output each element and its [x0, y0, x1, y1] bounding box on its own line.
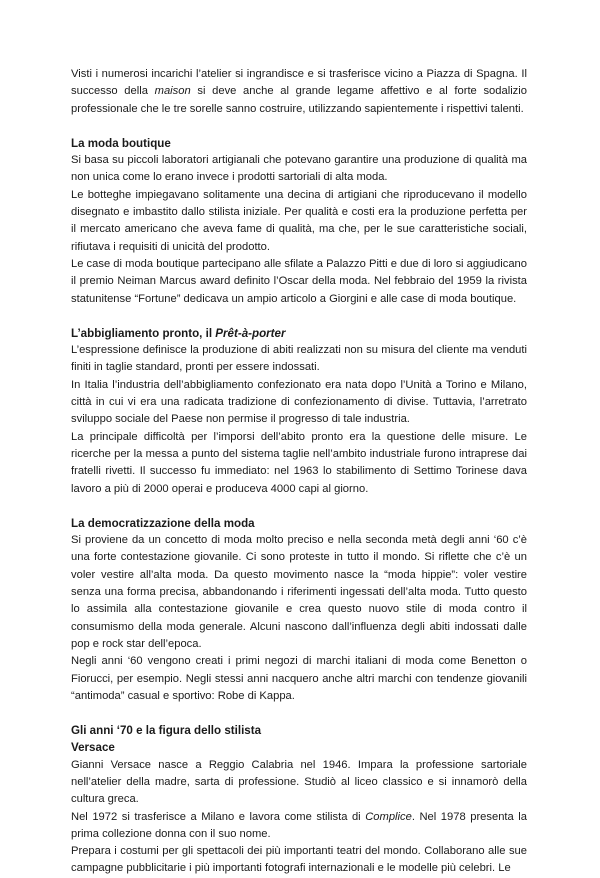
section-heading-text: La democratizzazione della moda — [71, 516, 255, 530]
text-run: In Italia l’industria dell’abbigliamento confezionato era nata dopo l’Unità a Torino e Milano, città in cui vi era una radicata tradizione di confezionamento di divise. Tuttavia, l’arretrato sviluppo sociale del Paese non permise il progresso di tale industria. — [71, 378, 527, 426]
paragraph — [71, 256, 527, 308]
section-spacer — [71, 118, 527, 135]
italic-text: Complice — [365, 810, 412, 823]
paragraph — [71, 342, 527, 377]
text-run: . Nel 1978 presenta la prima collezione donna con il suo nome. — [71, 810, 527, 840]
text-run: La principale difficoltà per l’imporsi dell’abito pronto era la questione delle misure. Le ricerche per la messa a punto del sistema taglie nell’ambito industriale furono intraprese dai fratelli rivetti. Il successo fu immediato: nel 1963 lo stabilimento di Settimo Torinese dava lavoro a più di 2000 operai e produceva 4000 capi al giorno. — [71, 430, 527, 495]
text-run: si deve anche al grande legame affettivo e al forte sodalizio professionale che le tre sorelle sanno costruire, utilizzando sapientemente i rispettivi talenti. — [71, 85, 527, 115]
text-run: Le case di moda boutique partecipano alle sfilate a Palazzo Pitti e due di loro si aggiudicano il premio Neiman Marcus award definito l’Oscar della moda. Nel febbraio del 1959 la rivista statunitense “Fortune” dedicava un ampio articolo a Giorgini e alle case di moda boutique. — [71, 257, 527, 305]
document-page — [71, 66, 527, 878]
text-run: Gianni Versace nasce a Reggio Calabria nel 1946. Impara la professione sartoriale nell’atelier della madre, sarta di professione. Studiò al liceo classico e si innamorò della cultura greca. — [71, 758, 527, 806]
paragraph — [71, 187, 527, 256]
section-heading — [71, 515, 527, 532]
text-run: Si proviene da un concetto di moda molto preciso e nella seconda metà degli anni ‘60 c’è una forte contestazione giovanile. Ci sono proteste in tutto il mondo. Si riflette che c’è un voler vestire all’alta moda. Da questo movimento nasce la “moda hippie”: voler vestire senza una forma precisa, abbandonando i riferimenti ingessati dell’alta moda. Tutto questo lo assimila alla contestazione giovanile e crea questo nuovo stile di moda contro il consumismo della moda generale. Alcuni nascono dall’influenza degli abiti indossati dalle pop e rock star dell’epoca. — [71, 534, 527, 650]
paragraph — [71, 152, 527, 187]
text-run: Visti i numerosi incarichi l’atelier si ingrandisce e si trasferisce vicino a Piazza di Spagna. Il successo della — [71, 68, 527, 98]
text-run: Si basa su piccoli laboratori artigianali che potevano garantire una produzione di qualità ma non unica come lo erano invece i prodotti sartoriali di alta moda. — [71, 154, 527, 184]
paragraph — [71, 429, 527, 498]
section-subheading: Versace — [71, 741, 115, 755]
text-run: Le botteghe impiegavano solitamente una decina di artigiani che riproducevano il modello disegnato e imbastito dallo stilista iniziale. Per qualità e costi era la produzione perfetta per il mercato americano che aveva fame di qualità, ma che, per le sue caratteristiche sociali, rifiutava i requisiti di unicità del prodotto. — [71, 188, 527, 253]
section-heading-text: L’abbigliamento pronto, il — [71, 326, 216, 340]
paragraph — [71, 843, 527, 878]
section-heading — [71, 135, 527, 152]
section-spacer — [71, 308, 527, 325]
section-spacer — [71, 498, 527, 515]
text-run: Nel 1972 si trasferisce a Milano e lavora come stilista di — [71, 810, 366, 823]
section-heading — [71, 722, 527, 739]
paragraph — [71, 377, 527, 429]
paragraph — [71, 532, 527, 653]
section-heading-text: Gli anni ‘70 e la figura dello stilista — [71, 724, 262, 738]
text-run: L’espressione definisce la produzione di abiti realizzati non su misura del cliente ma venduti finiti in taglie standard, pronti per essere indossati. — [71, 344, 527, 374]
section-spacer — [71, 705, 527, 722]
section-heading-italic-text: Prêt-à-porter — [215, 326, 286, 340]
text-run: Negli anni ‘60 vengono creati i primi negozi di marchi italiani di moda come Benetton o Fiorucci, per esempio. Negli stessi anni nacquero anche altri marchi con tendenze giovanili “antimoda” casual e sportivo: Robe di Kappa. — [71, 655, 527, 702]
paragraph — [71, 757, 527, 809]
paragraph — [71, 809, 527, 844]
paragraph — [71, 653, 527, 705]
text-run: Prepara i costumi per gli spettacoli dei più importanti teatri del mondo. Collaborano alle sue campagne pubblicitarie i più importanti fotografi internazionali e le modelle più celebri. Le — [71, 845, 527, 875]
section-heading — [71, 325, 527, 342]
italic-text: maison — [154, 85, 191, 98]
section-heading-text: La moda boutique — [71, 136, 171, 150]
paragraph — [71, 66, 527, 118]
